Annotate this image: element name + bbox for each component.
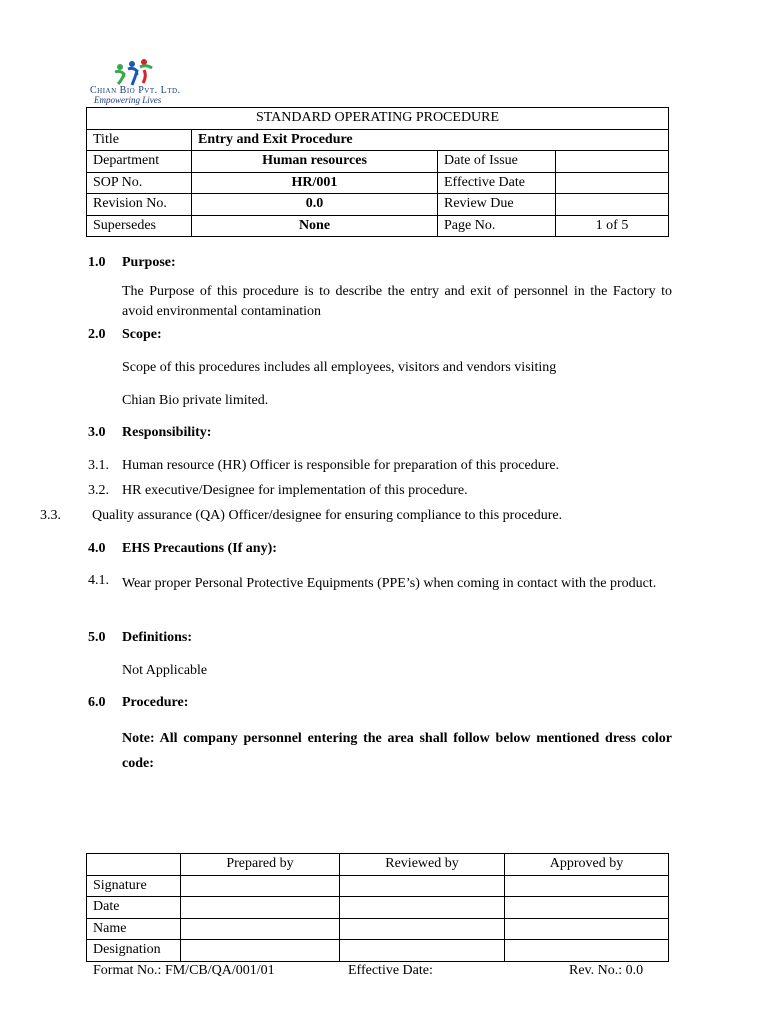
title-label: Title: [87, 129, 192, 151]
section-title-purpose: Purpose:: [122, 255, 176, 270]
designation-prepared-cell: [181, 940, 340, 962]
purpose-text: The Purpose of this procedure is to describe the entry and exit of personnel in the Factory to avoid environmental contamination: [122, 284, 672, 319]
signature-row-label: Signature: [87, 875, 181, 897]
company-logo: [88, 58, 213, 104]
supersedes-value: None: [192, 215, 438, 237]
date-of-issue-value: [556, 151, 669, 173]
table-row: [87, 897, 669, 919]
name-row-label: Name: [87, 918, 181, 940]
logo-tagline: Empowering Lives: [94, 95, 162, 105]
date-approved-cell: [505, 897, 669, 919]
logo-figures-icon: [110, 58, 170, 88]
section-title-procedure: Procedure:: [122, 695, 189, 710]
table-row: [87, 940, 669, 962]
designation-approved-cell: [505, 940, 669, 962]
section-title-ehs: EHS Precautions (If any):: [122, 541, 277, 556]
section-title-definitions: Definitions:: [122, 630, 192, 645]
supersedes-label: Supersedes: [87, 215, 192, 237]
signature-approved-cell: [505, 875, 669, 897]
effective-date-label: Effective Date: [438, 172, 556, 194]
revision-no-value: 0.0: [192, 194, 438, 216]
reviewed-by-header: Reviewed by: [340, 854, 505, 876]
revision-no-label: Revision No.: [87, 194, 192, 216]
table-row: [87, 875, 669, 897]
name-approved-cell: [505, 918, 669, 940]
name-prepared-cell: [181, 918, 340, 940]
effective-date-value: [556, 172, 669, 194]
review-due-value: [556, 194, 669, 216]
section-number: 3.0: [88, 425, 106, 440]
date-of-issue-label: Date of Issue: [438, 151, 556, 173]
department-value: Human resources: [192, 151, 438, 173]
section-title-responsibility: Responsibility:: [122, 425, 212, 440]
ehs-item-text: Wear proper Personal Protective Equipments (PPE’s) when coming in contact with the product.: [122, 576, 657, 591]
date-reviewed-cell: [340, 897, 505, 919]
section-number: 4.0: [88, 541, 106, 556]
section-number: 1.0: [88, 255, 106, 270]
signature-reviewed-cell: [340, 875, 505, 897]
list-item-number: 3.2.: [88, 483, 109, 498]
department-label: Department: [87, 151, 192, 173]
list-item-number: 3.3.: [40, 508, 61, 523]
section-title-scope: Scope:: [122, 327, 162, 342]
footer-format-no: Format No.: FM/CB/QA/001/01: [93, 963, 275, 978]
sop-no-label: SOP No.: [87, 172, 192, 194]
list-item: Human resource (HR) Officer is responsible for preparation of this procedure.: [122, 458, 560, 473]
name-reviewed-cell: [340, 918, 505, 940]
page-no-value: 1 of 5: [556, 215, 669, 237]
list-item-number: 4.1.: [88, 573, 109, 588]
sop-heading: STANDARD OPERATING PROCEDURE: [87, 108, 669, 130]
scope-text-line-1: Scope of this procedures includes all employees, visitors and vendors visiting: [122, 360, 557, 375]
section-number: 2.0: [88, 327, 106, 342]
prepared-by-header: Prepared by: [181, 854, 340, 876]
approved-by-header: Approved by: [505, 854, 669, 876]
list-item-number: 3.1.: [88, 458, 109, 473]
sop-header-table: [86, 107, 669, 237]
signoff-corner-cell: [87, 854, 181, 876]
date-row-label: Date: [87, 897, 181, 919]
logo-company-name: Chian Bio Pvt. Ltd.: [90, 85, 181, 96]
definitions-text: Not Applicable: [122, 663, 208, 678]
list-item: Quality assurance (QA) Officer/designee for ensuring compliance to this procedure.: [92, 508, 563, 523]
sop-no-value: HR/001: [192, 172, 438, 194]
signature-prepared-cell: [181, 875, 340, 897]
review-due-label: Review Due: [438, 194, 556, 216]
section-number: 5.0: [88, 630, 106, 645]
signoff-table: [86, 853, 669, 962]
date-prepared-cell: [181, 897, 340, 919]
footer-effective-date: Effective Date:: [348, 963, 433, 978]
section-number: 6.0: [88, 695, 106, 710]
page-no-label: Page No.: [438, 215, 556, 237]
list-item: HR executive/Designee for implementation of this procedure.: [122, 483, 468, 498]
table-row: [87, 918, 669, 940]
scope-text-line-2: Chian Bio private limited.: [122, 393, 269, 408]
title-value: Entry and Exit Procedure: [192, 129, 669, 151]
footer-rev-no: Rev. No.: 0.0: [569, 963, 644, 978]
designation-reviewed-cell: [340, 940, 505, 962]
procedure-note: Note: All company personnel entering the area shall follow below mentioned dress color code:: [122, 731, 672, 771]
designation-row-label: Designation: [87, 940, 181, 962]
